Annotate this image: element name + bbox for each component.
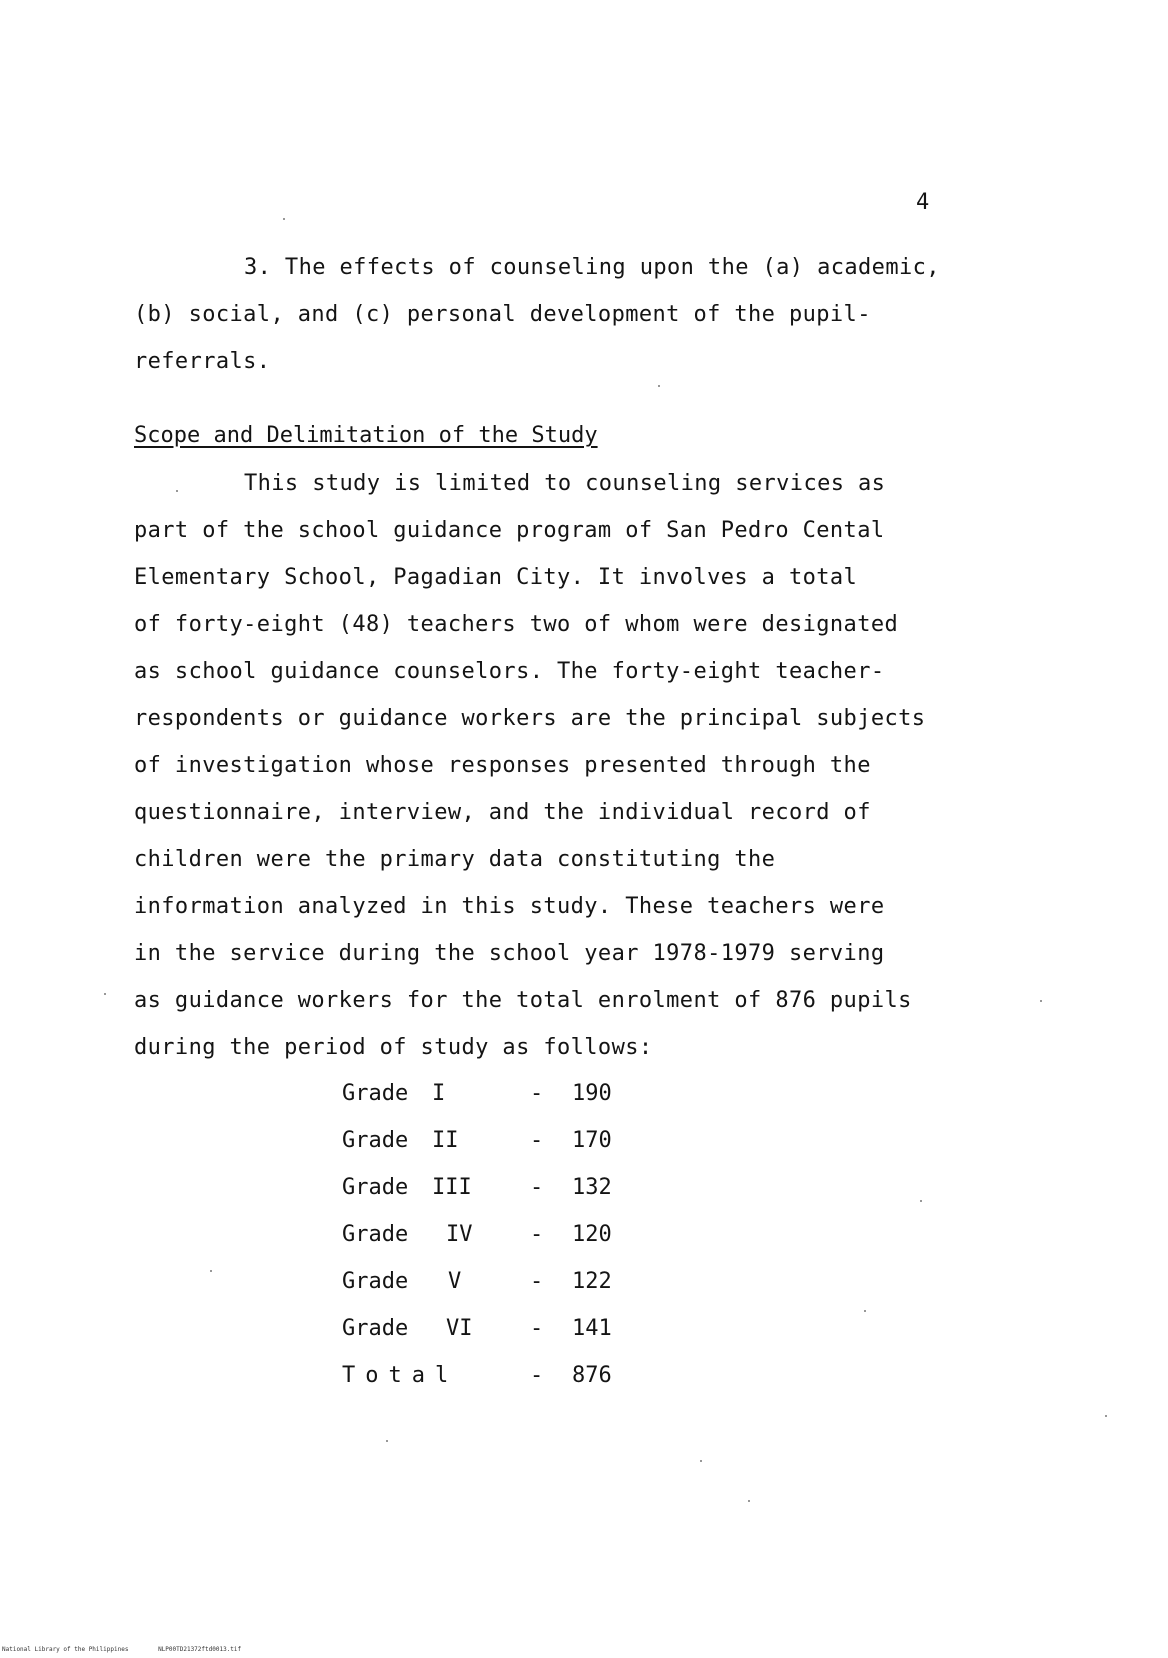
grade-numeral: IV [446, 1222, 473, 1247]
grade-numeral: V [448, 1269, 462, 1294]
pupil-count: 120 [572, 1222, 612, 1247]
pupil-count: 170 [572, 1128, 612, 1153]
page-number: 4 [916, 190, 930, 215]
grade-label: Grade [342, 1269, 409, 1294]
scan-speck [658, 385, 660, 387]
footer-library: National Library of the Philippines [2, 1646, 129, 1653]
grade-label: Grade [342, 1316, 409, 1341]
scan-speck [1040, 1000, 1042, 1002]
grade-label: Grade [342, 1222, 409, 1247]
row-dash: - [530, 1222, 544, 1247]
grade-numeral: II [432, 1128, 459, 1153]
body-line: as school guidance counselors. The forty-eight teacher- [134, 659, 885, 684]
body-line: This study is limited to counseling services as [244, 471, 886, 496]
grade-label: Grade [342, 1128, 409, 1153]
row-dash: - [530, 1175, 544, 1200]
body-line: in the service during the school year 1978-1979 serving [134, 941, 885, 966]
intro-line: 3. The effects of counseling upon the (a) academic, [244, 255, 940, 280]
row-dash: - [530, 1081, 544, 1106]
footer-file: NLP00TD21372ftd0013.tif [158, 1646, 242, 1653]
body-line: of investigation whose responses presented through the [134, 753, 871, 778]
row-dash: - [530, 1269, 544, 1294]
body-line: part of the school guidance program of San Pedro Cental [134, 518, 885, 543]
pupil-count: 132 [572, 1175, 612, 1200]
body-line: information analyzed in this study. These teachers were [134, 894, 885, 919]
intro-line: (b) social, and (c) personal development of the pupil- [134, 302, 871, 327]
grade-numeral: VI [446, 1316, 473, 1341]
total-label: Total [342, 1363, 459, 1388]
total-count: 876 [572, 1363, 612, 1388]
pupil-count: 141 [572, 1316, 612, 1341]
scan-speck [748, 1500, 750, 1502]
scan-speck [864, 1310, 866, 1312]
grade-numeral: I [432, 1081, 446, 1106]
scan-speck [1105, 1415, 1107, 1417]
scan-speck [104, 993, 106, 995]
body-line: children were the primary data constituting the [134, 847, 776, 872]
scan-footer [2, 1646, 267, 1654]
row-dash: - [530, 1316, 544, 1341]
scan-speck [283, 218, 285, 220]
body-line: during the period of study as follows: [134, 1035, 653, 1060]
scan-speck [386, 1440, 388, 1442]
section-heading: Scope and Delimitation of the Study [134, 423, 598, 448]
scan-speck [920, 1200, 922, 1202]
pupil-count: 122 [572, 1269, 612, 1294]
body-line: of forty-eight (48) teachers two of whom were designated [134, 612, 899, 637]
scan-speck [700, 1460, 702, 1462]
body-line: as guidance workers for the total enrolment of 876 pupils [134, 988, 912, 1013]
grade-label: Grade [342, 1175, 409, 1200]
body-line: respondents or guidance workers are the principal subjects [134, 706, 926, 731]
grade-label: Grade [342, 1081, 409, 1106]
row-dash: - [530, 1128, 544, 1153]
row-dash: - [530, 1363, 544, 1388]
grade-numeral: III [432, 1175, 472, 1200]
body-line: questionnaire, interview, and the individual record of [134, 800, 871, 825]
body-line: Elementary School, Pagadian City. It involves a total [134, 565, 858, 590]
scan-speck [176, 490, 178, 492]
scan-speck [210, 1270, 212, 1272]
pupil-count: 190 [572, 1081, 612, 1106]
intro-line: referrals. [134, 349, 271, 374]
